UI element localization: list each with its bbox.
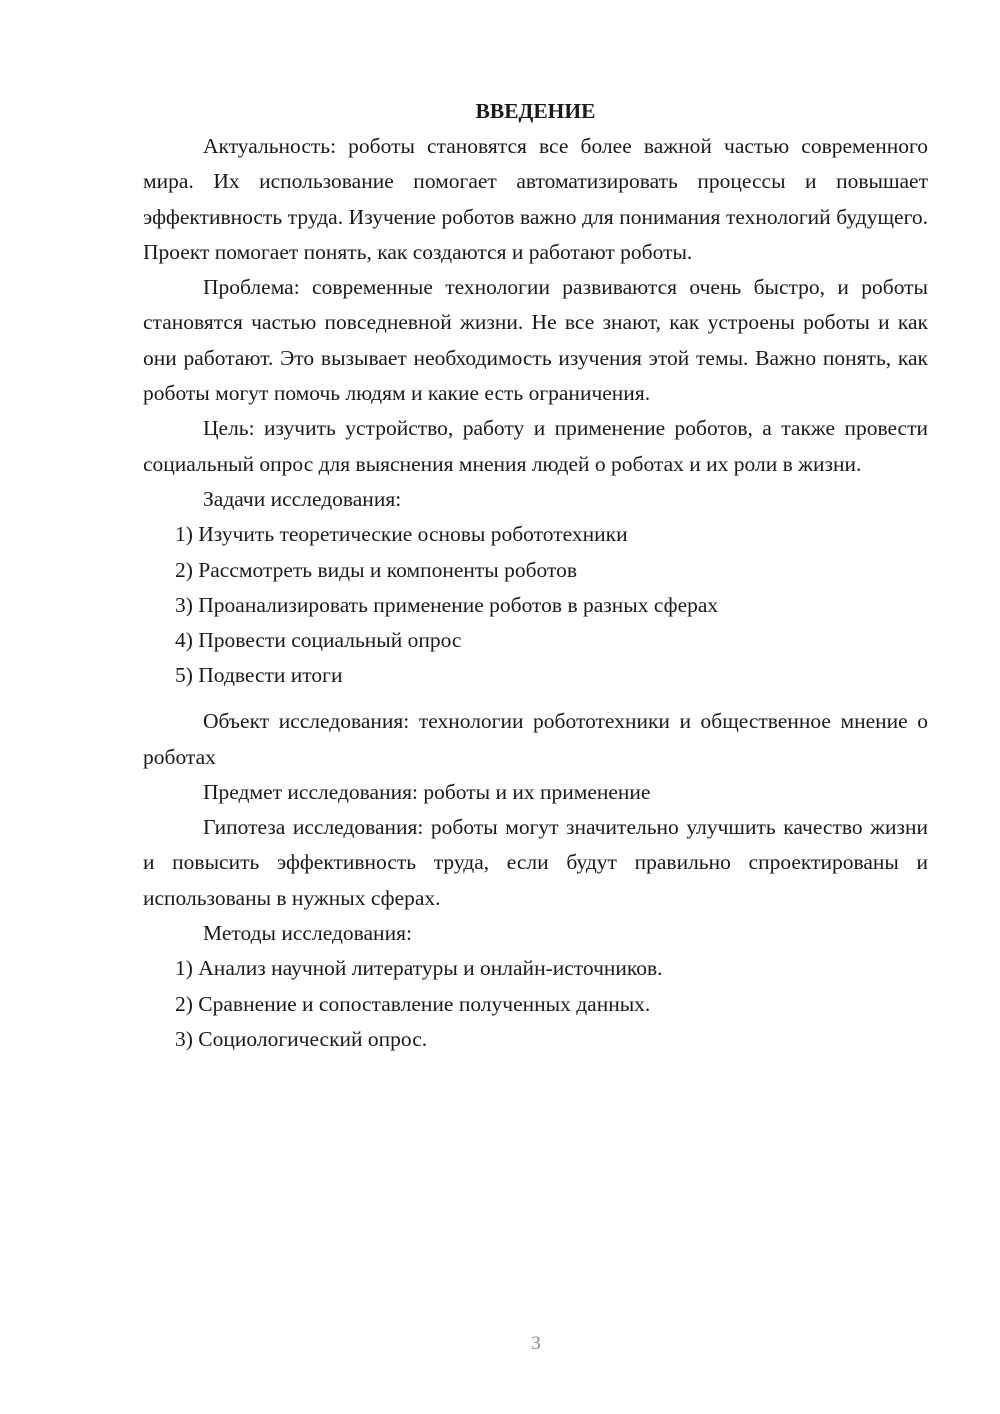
list-item: 1) Изучить теоретические основы робототехники: [175, 522, 628, 547]
hypothesis-paragraph: Гипотеза исследования: роботы могут значительно улучшить качество жизни и повысить эффективность труда, если будут правильно спроектированы и использованы в нужных сферах.: [143, 815, 928, 910]
methods-title: Методы исследования:: [203, 921, 412, 946]
object-paragraph: Объект исследования: технологии робототехники и общественное мнение о роботах: [143, 709, 928, 769]
page-number: 3: [531, 1333, 541, 1354]
list-item: 1) Анализ научной литературы и онлайн-источников.: [175, 956, 663, 981]
list-item: 2) Сравнение и сопоставление полученных данных.: [175, 991, 651, 1016]
list-item: 5) Подвести итоги: [175, 663, 343, 688]
page-title: ВВЕДЕНИЕ: [475, 99, 596, 123]
subject-paragraph: Предмет исследования: роботы и их применение: [203, 779, 651, 804]
list-item: 3) Социологический опрос.: [175, 1026, 428, 1051]
tasks-title: Задачи исследования:: [203, 486, 402, 511]
goal-paragraph: Цель: изучить устройство, работу и применение роботов, а также провести социальный опрос для выяснения мнения людей о роботах и их роли в жизни.: [143, 416, 928, 476]
list-item: 2) Рассмотреть виды и компоненты роботов: [175, 557, 578, 582]
problem-paragraph: Проблема: современные технологии развиваются очень быстро, и роботы становятся частью повседневной жизни. Не все знают, как устроены роботы и как они работают. Это вызывает необходимость изучения этой темы. Важно понять, как роботы могут помочь людям и какие есть ограничения.: [143, 275, 928, 406]
list-item: 4) Провести социальный опрос: [175, 628, 462, 653]
list-item: 3) Проанализировать применение роботов в разных сферах: [175, 592, 719, 617]
relevance-paragraph: Актуальность: роботы становятся все более важной частью современного мира. Их использование помогает автоматизировать процессы и повышает эффективность труда. Изучение роботов важно для понимания технологий будущего. Проект помогает понять, как создаются и работают роботы.: [143, 134, 928, 264]
document-page: [143, 94, 928, 1057]
